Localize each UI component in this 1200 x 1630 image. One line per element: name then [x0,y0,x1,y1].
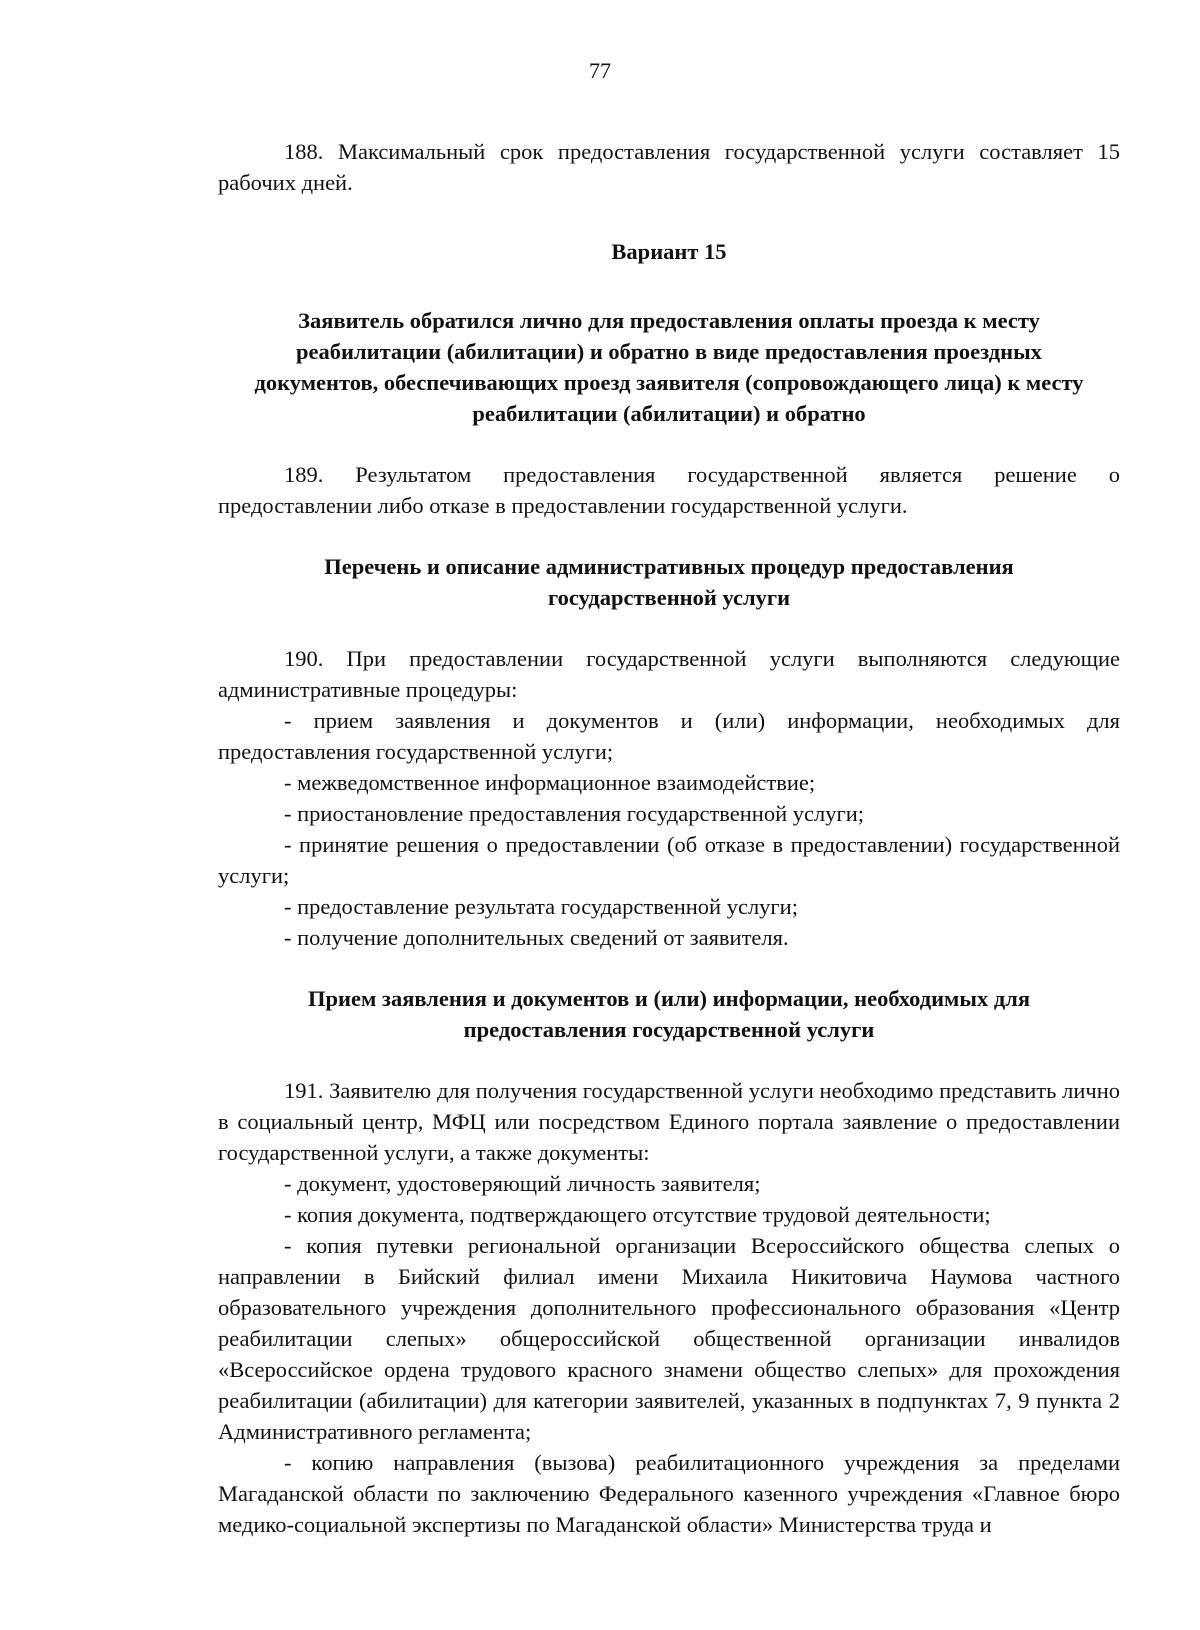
paragraph-190: 190. При предоставлении государственной услуги выполняются следующие административные процедуры: [218,646,1120,702]
paragraph-189: 189. Результатом предоставления государственной является решение о предоставлении либо отказе в предоставлении государственной услуги. [218,462,1120,518]
procedure-item: - предоставление результата государственной услуги; [284,894,798,919]
page-number: 77 [589,58,611,83]
document-item: - копия документа, подтверждающего отсутствие трудовой деятельности; [284,1202,991,1227]
procedure-item: - прием заявления и документов и (или) информации, необходимых для предоставления государственной услуги; [218,708,1120,764]
document-body [218,136,1120,1540]
procedure-item: - межведомственное информационное взаимодействие; [284,770,816,795]
procedure-item: - принятие решения о предоставлении (об отказе в предоставлении) государственной услуги; [218,832,1120,888]
paragraph-188: 188. Максимальный срок предоставления государственной услуги составляет 15 рабочих дней. [218,139,1120,195]
document-item: - копию направления (вызова) реабилитационного учреждения за пределами Магаданской области по заключению Федерального казенного учреждения «Главное бюро медико-социальной экспертизы по Магаданской области» Министерства труда и [218,1450,1120,1537]
document-item: - документ, удостоверяющий личность заявителя; [284,1171,761,1196]
procedure-item: - приостановление предоставления государственной услуги; [284,801,865,826]
paragraph-191: 191. Заявителю для получения государственной услуги необходимо представить лично в социальный центр, МФЦ или посредством Единого портала заявление о предоставлении государственной услуги, а также документы: [218,1078,1120,1165]
heading-reception: Прием заявления и документов и (или) информации, необходимых для предоставления государственной услуги [308,986,1030,1042]
variant-subtitle: Заявитель обратился лично для предоставления оплаты проезда к месту реабилитации (абилитации) и обратно в виде предоставления проездных документов, обеспечивающих проезд заявителя (сопровождающего лица) к месту реабилитации (абилитации) и обратно [254,308,1084,426]
procedure-item: - получение дополнительных сведений от заявителя. [284,925,789,950]
document-item: - копия путевки региональной организации Всероссийского общества слепых о направлении в Бийский филиал имени Михаила Никитовича Наумова частного образовательного учреждения дополнительного профессионального образования «Центр реабилитации слепых» общероссийской общественной организации инвалидов «Всероссийское ордена трудового красного знамени общество слепых» для прохождения реабилитации (абилитации) для категории заявителей, указанных в подпунктах 7, 9 пункта 2 Административного регламента; [218,1233,1120,1444]
variant-title: Вариант 15 [611,239,727,264]
heading-procedures: Перечень и описание административных процедур предоставления государственной услуги [324,554,1014,610]
